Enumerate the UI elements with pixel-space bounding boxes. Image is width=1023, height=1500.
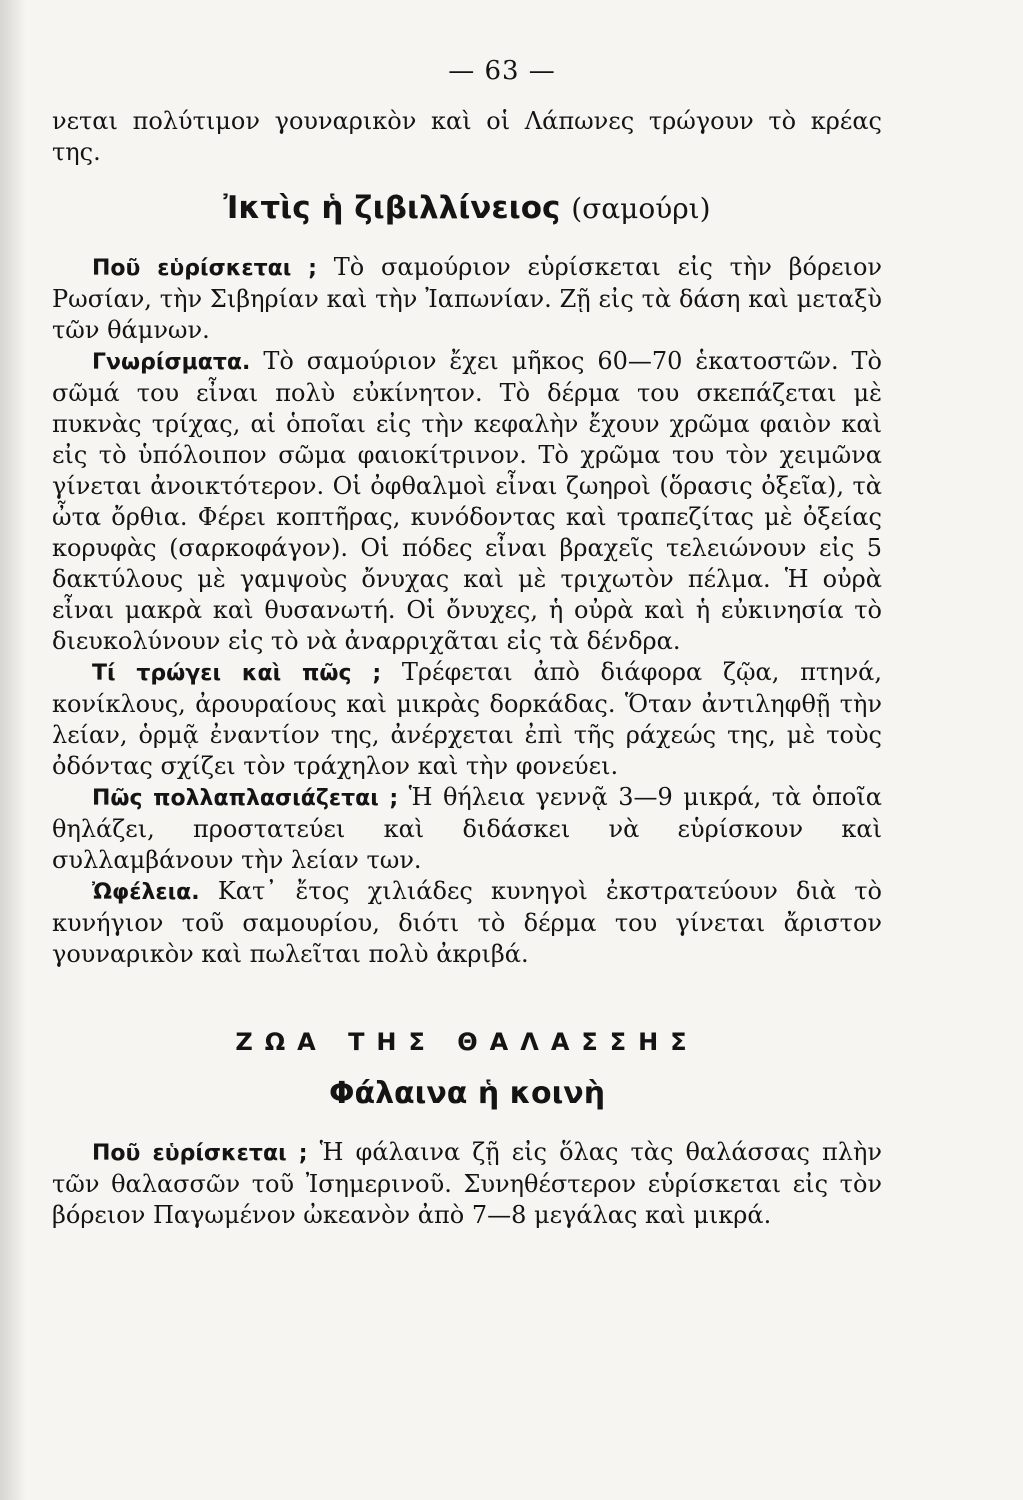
page-edge-shadow: [0, 0, 26, 1500]
sable-heading: [52, 190, 882, 226]
sable-benefit-label: Ὠφέλεια.: [92, 880, 200, 905]
sable-subtitle: (σαμούρι): [571, 192, 711, 225]
whale-where-text: Ἡ φάλαινα ζῇ εἰς ὅλας τὰς θαλάσσας πλὴν τῶν θαλασσῶν τοῦ Ἰσημερινοῦ. Συνηθέστερον εὑρίσκεται εἰς τὸν βόρειον Παγωμένον ὠκεανὸν ἀπὸ 7—8 μεγάλας καὶ μικρά.: [52, 1138, 882, 1229]
whale-where-label: Ποῦ εὑρίσκεται ;: [92, 1141, 308, 1166]
sable-breeding-text: Ἡ θήλεια γεννᾷ 3—9 μικρά, τὰ ὁποῖα θηλάζει, προστατεύει καὶ διδάσκει νὰ εὑρίσκουν καὶ συλλαμβάνουν τὴν λείαν των.: [52, 783, 882, 874]
sable-features-label: Γνωρίσματα.: [92, 350, 251, 375]
page-content: [52, 56, 882, 1231]
sable-features-text: Τὸ σαμούριον ἔχει μῆκος 60—70 ἑκατοστῶν. Τὸ σῶμά του εἶναι πολὺ εὐκίνητον. Τὸ δέρμα του σκεπάζεται μὲ πυκνὰς τρίχας, αἱ ὁποῖαι εἰς τὴν κεφαλὴν ἔχουν χρῶμα φαιὸν καὶ εἰς τὸ ὑπόλοιπον σῶμα φαιοκίτρινον. Τὸ χρῶμα του τὸν χειμῶνα γίνεται ἀνοικτότερον. Οἱ ὀφθαλμοὶ εἶναι ζωηροὶ (ὅρασις ὀξεῖα), τὰ ὦτα ὄρθια. Φέρει κοπτῆρας, κυνόδοντας καὶ τραπεζίτας μὲ ὀξείας κορυφὰς (σαρκοφάγον). Οἱ πόδες εἶναι βραχεῖς τελειώνουν εἰς 5 δακτύλους μὲ γαμψοὺς ὄνυχας καὶ μὲ τριχωτὸν πέλμα. Ἡ οὐρὰ εἶναι μακρὰ καὶ θυσανωτή. Οἱ ὄνυχες, ἡ οὐρὰ καὶ ἡ εὐκινησία τὸ διευκολύνουν εἰς τὸ νὰ ἀναρριχᾶται εἰς τὰ δένδρα.: [52, 347, 882, 655]
sable-breeding-paragraph: [52, 782, 882, 876]
sable-food-paragraph: [52, 657, 882, 782]
continuation-paragraph: νεται πολύτιμον γουναρικὸν καὶ οἱ Λάπωνες τρώγουν τὸ κρέας της.: [52, 107, 882, 166]
page-number: — 63 —: [448, 56, 556, 86]
sable-breeding-label: Πῶς πολλαπλασιάζεται ;: [92, 786, 399, 811]
sable-food-text: Τρέφεται ἀπὸ διάφορα ζῷα, πτηνά, κονίκλους, ἀρουραίους καὶ μικρὰς δορκάδας. Ὅταν ἀντιληφθῇ τὴν λείαν, ὁρμᾷ ἐναντίον της, ἀνέρχεται ἐπὶ τῆς ράχεώς της, μὲ τοὺς ὀδόντας σχίζει τὸν τράχηλον καὶ τὴν φονεύει.: [52, 658, 882, 780]
sable-food-label: Τί τρώγει καὶ πῶς ;: [92, 661, 382, 686]
sable-where-paragraph: [52, 252, 882, 346]
sable-where-text: Τὸ σαμούριον εὑρίσκεται εἰς τὴν βόρειον Ρωσίαν, τὴν Σιβηρίαν καὶ τὴν Ἰαπωνίαν. Ζῇ εἰς τὰ δάση καὶ μεταξὺ τῶν θάμνων.: [52, 253, 882, 344]
sable-benefit-text: Κατ᾽ ἔτος χιλιάδες κυνηγοὶ ἐκστρατεύουν διὰ τὸ κυνήγιον τοῦ σαμουρίου, διότι τὸ δέρμα του γίνεται ἄριστον γουναρικὸν καὶ πωλεῖται πολὺ ἀκριβά.: [52, 877, 882, 968]
sable-where-label: Ποῦ εὑρίσκεται ;: [92, 256, 317, 281]
sable-features-paragraph: [52, 346, 882, 657]
sable-benefit-paragraph: [52, 876, 882, 970]
sea-animals-section-title: ΖΩΑ ΤΗΣ ΘΑΛΑΣΣΗΣ: [235, 1028, 699, 1056]
sable-title: Ἰκτὶς ἡ ζιβιλλίνειος: [223, 190, 561, 226]
whale-where-paragraph: [52, 1137, 882, 1231]
whale-heading: Φάλαινα ἡ κοινὴ: [328, 1076, 606, 1111]
